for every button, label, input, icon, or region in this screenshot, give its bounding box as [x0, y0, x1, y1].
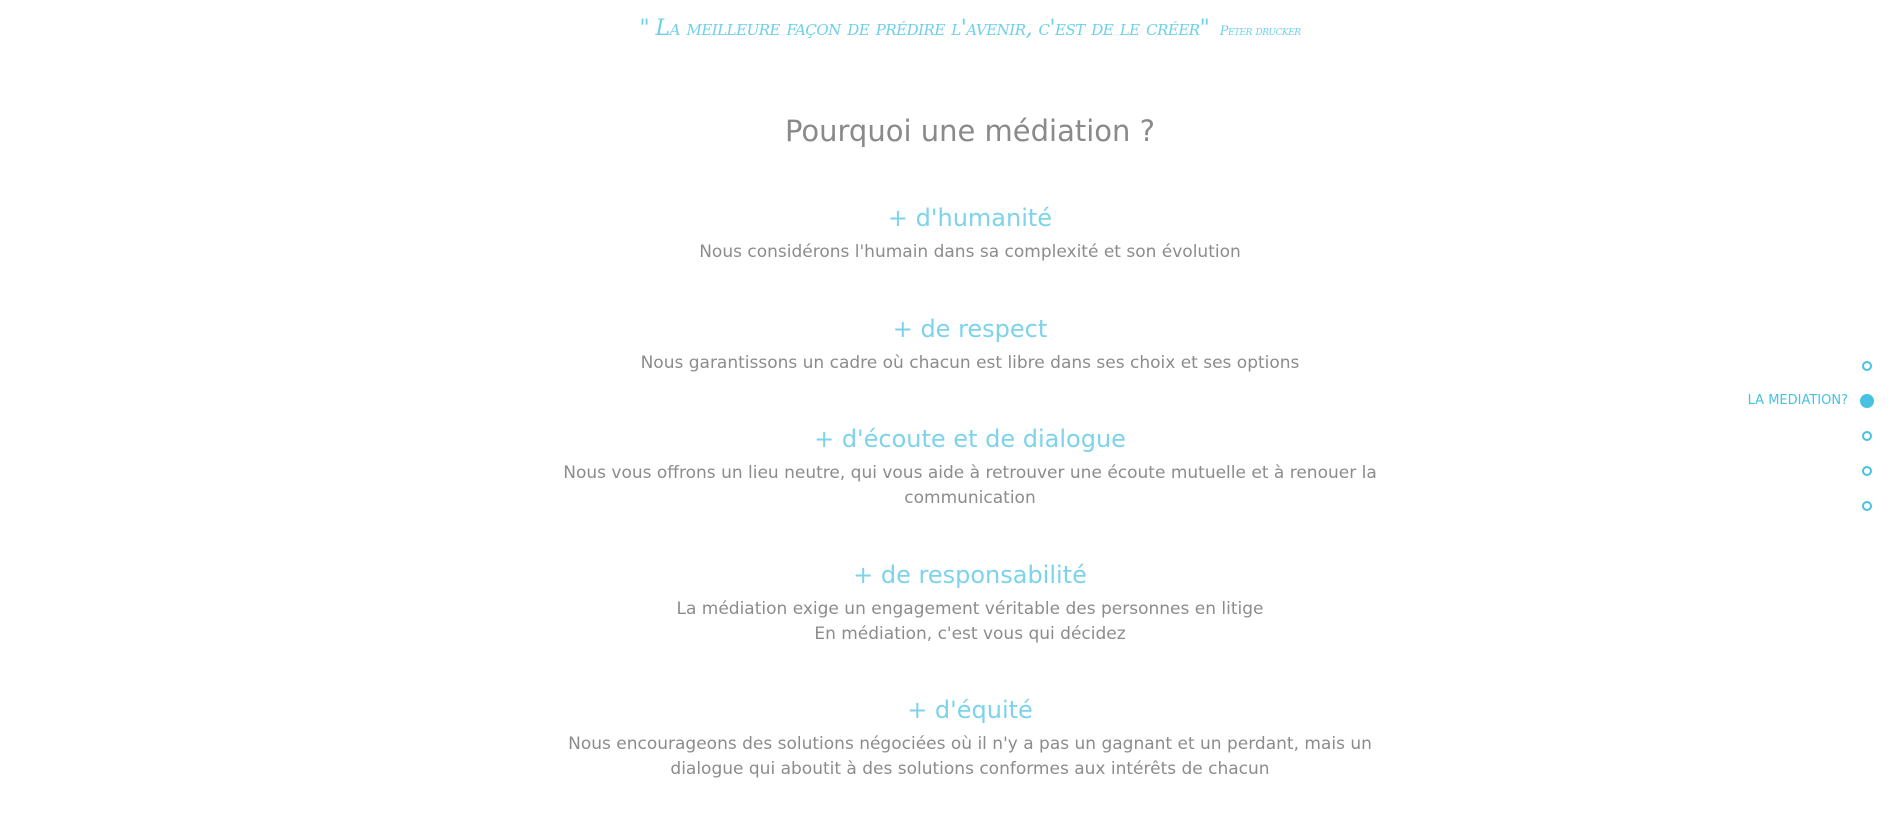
nav-dot-label[interactable]: LA MEDIATION?: [1747, 393, 1848, 408]
section-responsabilite: [0, 561, 1900, 647]
section-description-line: La médiation exige un engagement véritable des personnes en litige: [676, 599, 1264, 619]
section-heading: + d'écoute et de dialogue: [814, 425, 1126, 453]
nav-dot-active[interactable]: [1860, 394, 1874, 408]
section-description: Nous garantissons un cadre où chacun est libre dans ses choix et ses options: [640, 353, 1300, 373]
dot-nav-item[interactable]: [1672, 431, 1872, 466]
section-humanite: [0, 204, 1900, 265]
nav-dot[interactable]: [1862, 361, 1872, 371]
nav-dot[interactable]: [1862, 501, 1872, 511]
section-description: Nous vous offrons un lieu neutre, qui vous aide à retrouver une écoute mutuelle et à renouer la communication: [563, 463, 1377, 508]
section-heading: + de respect: [892, 315, 1048, 343]
section-respect: [0, 315, 1900, 376]
dot-nav-item[interactable]: [1672, 501, 1872, 536]
section-dot-nav: [1672, 361, 1872, 536]
nav-dot[interactable]: [1862, 466, 1872, 476]
nav-dot[interactable]: [1862, 431, 1872, 441]
section-heading: + de responsabilité: [853, 561, 1087, 589]
section-description-line: En médiation, c'est vous qui décidez: [814, 624, 1126, 644]
section-description: Nous considérons l'humain dans sa complexité et son évolution: [699, 242, 1241, 262]
quote-author: Peter drucker: [1219, 24, 1301, 39]
quote-text: " La meilleure façon de prédire l'avenir, c'est de le créer": [639, 16, 1210, 41]
section-equite: [0, 696, 1900, 782]
dot-nav-item[interactable]: [1672, 466, 1872, 501]
header-quote: [0, 16, 1900, 41]
page-title: Pourquoi une médiation ?: [784, 114, 1156, 148]
dot-nav-item-mediation[interactable]: [1672, 393, 1872, 431]
dot-nav-item[interactable]: [1672, 361, 1872, 396]
section-heading: + d'humanité: [887, 204, 1053, 232]
section-description: Nous encourageons des solutions négociées où il n'y a pas un gagnant et un perdant, mais un dialogue qui aboutit à des solutions conformes aux intérêts de chacun: [568, 734, 1372, 779]
section-ecoute-dialogue: [0, 425, 1900, 511]
section-heading: + d'équité: [907, 696, 1033, 724]
